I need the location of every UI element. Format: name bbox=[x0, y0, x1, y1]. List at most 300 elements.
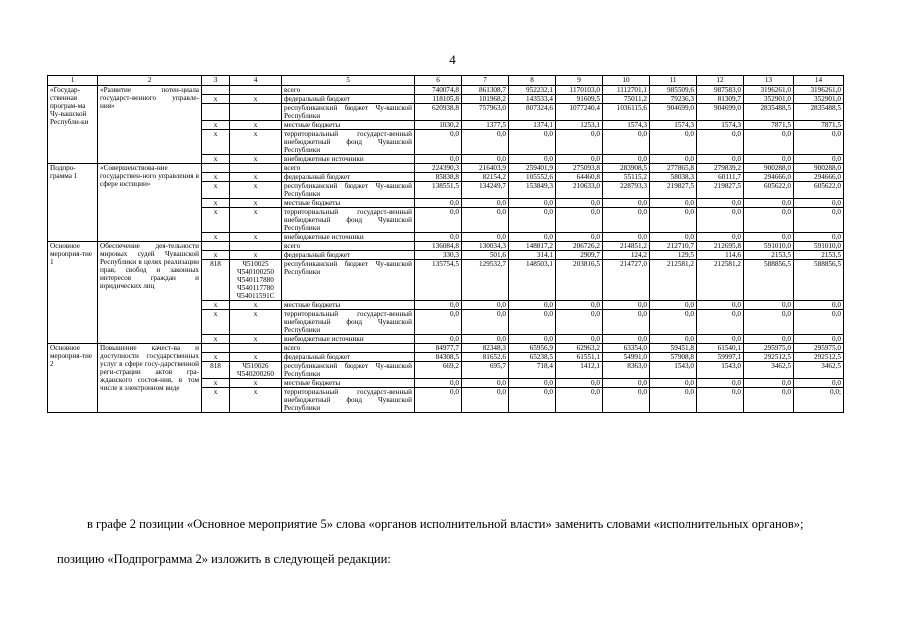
amount-cell: 212581,2 bbox=[697, 260, 744, 301]
target-article-code-cell bbox=[230, 344, 282, 353]
amount-cell: 807324,6 bbox=[509, 104, 556, 121]
amount-cell: 0,0 bbox=[462, 130, 509, 155]
program-title-cell: «Совершенствова-ние государствен-ного управления в сфере юстиции» bbox=[98, 164, 202, 242]
amount-cell: 148817,2 bbox=[509, 242, 556, 251]
amount-cell: 0,0 bbox=[415, 130, 462, 155]
amount-cell: 79236,3 bbox=[650, 95, 697, 104]
amount-cell: 0,0 bbox=[509, 155, 556, 164]
amount-cell: 216403,9 bbox=[462, 164, 509, 173]
administrator-code-cell: x bbox=[202, 251, 230, 260]
amount-cell: 0,0 bbox=[697, 388, 744, 413]
amount-cell: 295975,0 bbox=[794, 344, 844, 353]
target-article-code-cell: x bbox=[230, 388, 282, 413]
funding-source-cell: республиканский бюджет Чу-вашской Республики bbox=[282, 260, 415, 301]
column-number-header: 10 bbox=[603, 76, 650, 86]
funding-source-cell: республиканский бюджет Чу-вашской Республики bbox=[282, 182, 415, 199]
amount-cell: 0,0 bbox=[697, 301, 744, 310]
amount-cell: 283908,5 bbox=[603, 164, 650, 173]
amount-cell: 292512,5 bbox=[744, 353, 794, 362]
amount-cell: 81309,7 bbox=[697, 95, 744, 104]
amount-cell: 0,0 bbox=[603, 335, 650, 344]
amount-cell: 0,0 bbox=[744, 130, 794, 155]
amount-cell: 987583,0 bbox=[697, 86, 744, 95]
amount-cell: 0,0 bbox=[603, 233, 650, 242]
amount-cell: 228793,3 bbox=[603, 182, 650, 199]
administrator-code-cell bbox=[202, 242, 230, 251]
amount-cell: 0,0 bbox=[462, 155, 509, 164]
amount-cell: 1030,2 bbox=[415, 121, 462, 130]
amendment-paragraph-1: в графе 2 позиции «Основное мероприятие 5» слова «органов исполнительной власти» заменить словами «исполнительных органов»; bbox=[87, 517, 804, 531]
target-article-code-cell: x bbox=[230, 301, 282, 310]
table-row bbox=[48, 164, 844, 173]
amount-cell: 0,0 bbox=[744, 233, 794, 242]
amount-cell: 275093,8 bbox=[556, 164, 603, 173]
funding-source-cell: территориальный государст-венный внебюджетный фонд Чувашской Республики bbox=[282, 310, 415, 335]
amount-cell: 620938,8 bbox=[415, 104, 462, 121]
amount-cell: 0,0 bbox=[650, 379, 697, 388]
amount-cell: 0,0 bbox=[650, 310, 697, 335]
amount-cell: 0,0 bbox=[603, 130, 650, 155]
amount-cell: 0,0 bbox=[556, 155, 603, 164]
amount-cell: 259401,9 bbox=[509, 164, 556, 173]
amount-cell: 0,0 bbox=[794, 155, 844, 164]
amendment-paragraph-2: позицию «Подпрограмма 2» изложить в следующей редакции: bbox=[57, 552, 391, 566]
target-article-code-cell: x bbox=[230, 95, 282, 104]
amount-cell: 0,0 bbox=[744, 310, 794, 335]
program-title-cell: Повышение качест-ва и доступности государственных услуг в сфере госу-дарственной реги-страции актов гра-жданского состоя-ния, в том числе в электронном виде bbox=[98, 344, 202, 413]
amount-cell: 0,0 bbox=[556, 335, 603, 344]
amount-cell: 0,0 bbox=[509, 130, 556, 155]
funding-source-cell: всего bbox=[282, 242, 415, 251]
amount-cell: 54991,0 bbox=[603, 353, 650, 362]
target-article-code-cell: x bbox=[230, 310, 282, 335]
target-article-code-cell: x bbox=[230, 233, 282, 242]
amount-cell: 2835488,5 bbox=[794, 104, 844, 121]
amount-cell: 62963,2 bbox=[556, 344, 603, 353]
amount-cell: 605622,0 bbox=[744, 182, 794, 199]
column-number-header: 14 bbox=[794, 76, 844, 86]
amount-cell: 81652,6 bbox=[462, 353, 509, 362]
amount-cell: 0,0 bbox=[509, 379, 556, 388]
amount-cell: 314,1 bbox=[509, 251, 556, 260]
amount-cell: 0,0 bbox=[603, 310, 650, 335]
amount-cell: 114,6 bbox=[697, 251, 744, 260]
amount-cell: 861308,7 bbox=[462, 86, 509, 95]
administrator-code-cell bbox=[202, 164, 230, 173]
amount-cell: 82154,2 bbox=[462, 173, 509, 182]
amount-cell: 0,0 bbox=[603, 155, 650, 164]
funding-source-cell: внебюджетные источники bbox=[282, 155, 415, 164]
amount-cell: 0,0 bbox=[415, 155, 462, 164]
target-article-code-cell: x bbox=[230, 130, 282, 155]
amount-cell: 985509,6 bbox=[650, 86, 697, 95]
target-article-code-cell bbox=[230, 104, 282, 121]
administrator-code-cell bbox=[202, 86, 230, 95]
amount-cell: 0,0 bbox=[697, 379, 744, 388]
administrator-code-cell: x bbox=[202, 199, 230, 208]
funding-source-cell: республиканский бюджет Чу-вашской Республики bbox=[282, 104, 415, 121]
administrator-code-cell bbox=[202, 104, 230, 121]
amount-cell: 591010,0 bbox=[744, 242, 794, 251]
amount-cell: 0,0 bbox=[650, 155, 697, 164]
funding-source-cell: территориальный государст-венный внебюджетный фонд Чувашской Республики bbox=[282, 130, 415, 155]
amount-cell: 0,0 bbox=[603, 301, 650, 310]
target-article-code-cell: x bbox=[230, 379, 282, 388]
funding-source-cell: местные бюджеты bbox=[282, 301, 415, 310]
amount-cell: 0,0 bbox=[509, 335, 556, 344]
administrator-code-cell bbox=[202, 344, 230, 353]
amount-cell: 0,0 bbox=[509, 233, 556, 242]
amount-cell: 1574,3 bbox=[603, 121, 650, 130]
amount-cell: 0,0 bbox=[603, 208, 650, 233]
amount-cell: 84308,5 bbox=[415, 353, 462, 362]
amount-cell: 0,0 bbox=[556, 233, 603, 242]
amount-cell: 2909,7 bbox=[556, 251, 603, 260]
amount-cell: 0,0 bbox=[462, 379, 509, 388]
administrator-code-cell: x bbox=[202, 301, 230, 310]
amount-cell: 0,0 bbox=[509, 301, 556, 310]
amount-cell: 0,0 bbox=[697, 233, 744, 242]
amount-cell: 1253,1 bbox=[556, 121, 603, 130]
amount-cell: 740074,8 bbox=[415, 86, 462, 95]
column-number-header: 7 bbox=[462, 76, 509, 86]
amount-cell: 591010,0 bbox=[794, 242, 844, 251]
amount-cell: 212695,8 bbox=[697, 242, 744, 251]
amount-cell: 2153,5 bbox=[744, 251, 794, 260]
amount-cell: 0,0 bbox=[415, 379, 462, 388]
administrator-code-cell: x bbox=[202, 310, 230, 335]
budget-table bbox=[47, 75, 844, 413]
amount-cell: 0,0 bbox=[697, 199, 744, 208]
amount-cell: 75011,2 bbox=[603, 95, 650, 104]
funding-source-cell: федеральный бюджет bbox=[282, 353, 415, 362]
amount-cell: 0,0 bbox=[603, 199, 650, 208]
amount-cell: 0,0 bbox=[697, 335, 744, 344]
amount-cell: 59451,8 bbox=[650, 344, 697, 353]
funding-source-cell: внебюджетные источники bbox=[282, 335, 415, 344]
amount-cell: 0,0 bbox=[794, 199, 844, 208]
amount-cell: 0,0 bbox=[556, 310, 603, 335]
amount-cell: 134249,7 bbox=[462, 182, 509, 199]
amount-cell: 148503,1 bbox=[509, 260, 556, 301]
amount-cell: 0,0 bbox=[462, 388, 509, 413]
amount-cell: 0,0 bbox=[415, 199, 462, 208]
target-article-code-cell: x bbox=[230, 155, 282, 164]
amount-cell: 212581,2 bbox=[650, 260, 697, 301]
funding-source-cell: местные бюджеты bbox=[282, 121, 415, 130]
amount-cell: 138551,5 bbox=[415, 182, 462, 199]
amount-cell: 0,0 bbox=[509, 199, 556, 208]
funding-source-cell: федеральный бюджет bbox=[282, 173, 415, 182]
amount-cell: 65238,5 bbox=[509, 353, 556, 362]
column-number-header: 8 bbox=[509, 76, 556, 86]
administrator-code-cell: x bbox=[202, 208, 230, 233]
column-number-header: 4 bbox=[230, 76, 282, 86]
amount-cell: 0,0 bbox=[462, 301, 509, 310]
funding-source-cell: местные бюджеты bbox=[282, 199, 415, 208]
amount-cell: 0,0 bbox=[744, 335, 794, 344]
amount-cell: 210633,0 bbox=[556, 182, 603, 199]
amount-cell: 695,7 bbox=[462, 362, 509, 379]
amount-cell: 0,0 bbox=[794, 233, 844, 242]
amount-cell: 8363,0 bbox=[603, 362, 650, 379]
target-article-code-cell: Ч510025 Ч540100250 Ч540117880 Ч540117780 Ч54011591С bbox=[230, 260, 282, 301]
amount-cell: 101968,2 bbox=[462, 95, 509, 104]
amount-cell: 214727,0 bbox=[603, 260, 650, 301]
amount-cell: 203816,5 bbox=[556, 260, 603, 301]
amount-cell: 3196261,0 bbox=[744, 86, 794, 95]
amount-cell: 0,0 bbox=[697, 155, 744, 164]
amount-cell: 0,0 bbox=[603, 388, 650, 413]
amount-cell: 1377,5 bbox=[462, 121, 509, 130]
amount-cell: 669,2 bbox=[415, 362, 462, 379]
funding-source-cell: территориальный государст-венный внебюджетный фонд Чувашской Республики bbox=[282, 388, 415, 413]
amount-cell: 900288,0 bbox=[794, 164, 844, 173]
amount-cell: 718,4 bbox=[509, 362, 556, 379]
amount-cell: 59997,1 bbox=[697, 353, 744, 362]
amount-cell: 294666,0 bbox=[794, 173, 844, 182]
amount-cell: 352901,0 bbox=[744, 95, 794, 104]
administrator-code-cell: x bbox=[202, 121, 230, 130]
column-number-header: 13 bbox=[744, 76, 794, 86]
administrator-code-cell: 818 bbox=[202, 260, 230, 301]
column-number-header: 5 bbox=[282, 76, 415, 86]
amount-cell: 3462,5 bbox=[794, 362, 844, 379]
amount-cell: 7871,5 bbox=[794, 121, 844, 130]
amount-cell: 0,0 bbox=[794, 310, 844, 335]
amount-cell: 224390,3 bbox=[415, 164, 462, 173]
amount-cell: 0,0 bbox=[794, 335, 844, 344]
column-number-header: 12 bbox=[697, 76, 744, 86]
amount-cell: 0,0 bbox=[509, 208, 556, 233]
amount-cell: 63354,0 bbox=[603, 344, 650, 353]
amount-cell: 0,0 bbox=[415, 335, 462, 344]
amount-cell: 900288,0 bbox=[744, 164, 794, 173]
target-article-code-cell: Ч510026 Ч540200260 bbox=[230, 362, 282, 379]
amount-cell: 0,0 bbox=[744, 208, 794, 233]
amount-cell: 55115,2 bbox=[603, 173, 650, 182]
amount-cell: 1112701,1 bbox=[603, 86, 650, 95]
administrator-code-cell: x bbox=[202, 155, 230, 164]
amount-cell: 129,5 bbox=[650, 251, 697, 260]
funding-source-cell: федеральный бюджет bbox=[282, 251, 415, 260]
amount-cell: 0,0 bbox=[697, 208, 744, 233]
amount-cell: 1543,0 bbox=[697, 362, 744, 379]
amount-cell: 0,0 bbox=[794, 301, 844, 310]
amount-cell: 757963,0 bbox=[462, 104, 509, 121]
program-name-cell: «Государ-ственная програм-ма Чу-вашской Республи-ки bbox=[48, 86, 98, 164]
target-article-code-cell: x bbox=[230, 121, 282, 130]
amount-cell: 153849,3 bbox=[509, 182, 556, 199]
amount-cell: 352901,0 bbox=[794, 95, 844, 104]
funding-source-cell: всего bbox=[282, 164, 415, 173]
column-number-header: 3 bbox=[202, 76, 230, 86]
column-number-header: 1 bbox=[48, 76, 98, 86]
amount-cell: 904699,0 bbox=[650, 104, 697, 121]
amount-cell: 0,0 bbox=[556, 301, 603, 310]
funding-source-cell: внебюджетные источники bbox=[282, 233, 415, 242]
amount-cell: 61540,1 bbox=[697, 344, 744, 353]
amount-cell: 1412,1 bbox=[556, 362, 603, 379]
amount-cell: 295975,0 bbox=[744, 344, 794, 353]
amount-cell: 952232,1 bbox=[509, 86, 556, 95]
administrator-code-cell: 818 bbox=[202, 362, 230, 379]
amount-cell: 0,0 bbox=[697, 310, 744, 335]
amount-cell: 130034,3 bbox=[462, 242, 509, 251]
administrator-code-cell: x bbox=[202, 182, 230, 199]
amount-cell: 0,0 bbox=[744, 388, 794, 413]
amount-cell: 0,0 bbox=[650, 130, 697, 155]
funding-source-cell: республиканский бюджет Чу-вашской Республики bbox=[282, 362, 415, 379]
amount-cell: 588856,5 bbox=[744, 260, 794, 301]
amount-cell: 61551,1 bbox=[556, 353, 603, 362]
amount-cell: 91609,5 bbox=[556, 95, 603, 104]
column-number-header: 2 bbox=[98, 76, 202, 86]
amount-cell: 65956,9 bbox=[509, 344, 556, 353]
administrator-code-cell: x bbox=[202, 379, 230, 388]
amount-cell: 1574,3 bbox=[650, 121, 697, 130]
amount-cell: 0,0 bbox=[650, 388, 697, 413]
page-number: 4 bbox=[449, 52, 456, 67]
amount-cell: 0,0 bbox=[650, 199, 697, 208]
amount-cell: 0,0 bbox=[650, 301, 697, 310]
funding-source-cell: местные бюджеты bbox=[282, 379, 415, 388]
program-title-cell: «Развитие потен-циала государст-венного управле-ния» bbox=[98, 86, 202, 164]
amount-cell: 85838,8 bbox=[415, 173, 462, 182]
amount-cell: 3196261,0 bbox=[794, 86, 844, 95]
amount-cell: 0,0 bbox=[556, 388, 603, 413]
administrator-code-cell: x bbox=[202, 388, 230, 413]
amount-cell: 0,0 bbox=[794, 208, 844, 233]
amount-cell: 136084,8 bbox=[415, 242, 462, 251]
amount-cell: 1036115,6 bbox=[603, 104, 650, 121]
amount-cell: 1077240,4 bbox=[556, 104, 603, 121]
amount-cell: 0,0 bbox=[415, 208, 462, 233]
amount-cell: 0,0 bbox=[462, 233, 509, 242]
amount-cell: 135754,5 bbox=[415, 260, 462, 301]
program-name-cell: Основное мероприя-тие 2 bbox=[48, 344, 98, 413]
amount-cell: 330,3 bbox=[415, 251, 462, 260]
amount-cell: 129532,7 bbox=[462, 260, 509, 301]
amount-cell: 0,0 bbox=[415, 388, 462, 413]
amount-cell: 1170103,0 bbox=[556, 86, 603, 95]
amount-cell: 0,0 bbox=[556, 130, 603, 155]
administrator-code-cell: x bbox=[202, 335, 230, 344]
amount-cell: 501,6 bbox=[462, 251, 509, 260]
table-header-row bbox=[48, 76, 844, 86]
administrator-code-cell: x bbox=[202, 95, 230, 104]
target-article-code-cell: x bbox=[230, 199, 282, 208]
amount-cell: 0,0 bbox=[462, 335, 509, 344]
target-article-code-cell: x bbox=[230, 251, 282, 260]
amount-cell: 0,0 bbox=[744, 155, 794, 164]
amount-cell: 0,0 bbox=[415, 301, 462, 310]
target-article-code-cell bbox=[230, 164, 282, 173]
amount-cell: 0,0 bbox=[462, 199, 509, 208]
amount-cell: 0,0 bbox=[744, 379, 794, 388]
amount-cell: 0,0 bbox=[650, 233, 697, 242]
column-number-header: 11 bbox=[650, 76, 697, 86]
amount-cell: 0,0 bbox=[509, 388, 556, 413]
administrator-code-cell: x bbox=[202, 130, 230, 155]
target-article-code-cell bbox=[230, 242, 282, 251]
amount-cell: 588856,5 bbox=[794, 260, 844, 301]
amount-cell: 1374,1 bbox=[509, 121, 556, 130]
program-title-cell: Обеспечение дея-тельности мировых судей Чувашской Республики в целях реализации прав, свобод и законных интересов граждан и юридических лиц bbox=[98, 242, 202, 344]
amount-cell: 206726,2 bbox=[556, 242, 603, 251]
amount-cell: 143533,4 bbox=[509, 95, 556, 104]
funding-source-cell: территориальный государст-венный внебюджетный фонд Чувашской Республики bbox=[282, 208, 415, 233]
amount-cell: 0,0 bbox=[650, 208, 697, 233]
administrator-code-cell: x bbox=[202, 233, 230, 242]
amount-cell: 2153,5 bbox=[794, 251, 844, 260]
amount-cell: 605622,0 bbox=[794, 182, 844, 199]
table-row bbox=[48, 344, 844, 353]
amount-cell: 212710,7 bbox=[650, 242, 697, 251]
amount-cell: 0,0; bbox=[794, 388, 844, 413]
amount-cell: 0,0 bbox=[744, 199, 794, 208]
amount-cell: 1543,0 bbox=[650, 362, 697, 379]
amount-cell: 3462,5 bbox=[744, 362, 794, 379]
target-article-code-cell: x bbox=[230, 335, 282, 344]
amount-cell: 219827,5 bbox=[650, 182, 697, 199]
column-number-header: 6 bbox=[415, 76, 462, 86]
amount-cell: 0,0 bbox=[697, 130, 744, 155]
funding-source-cell: всего bbox=[282, 86, 415, 95]
amount-cell: 214851,2 bbox=[603, 242, 650, 251]
column-number-header: 9 bbox=[556, 76, 603, 86]
program-name-cell: Подпро-грамма 1 bbox=[48, 164, 98, 242]
target-article-code-cell bbox=[230, 86, 282, 95]
amount-cell: 0,0 bbox=[415, 310, 462, 335]
amount-cell: 0,0 bbox=[556, 199, 603, 208]
amount-cell: 0,0 bbox=[794, 379, 844, 388]
amount-cell: 277865,8 bbox=[650, 164, 697, 173]
amount-cell: 7871,5 bbox=[744, 121, 794, 130]
funding-source-cell: всего bbox=[282, 344, 415, 353]
amount-cell: 124,2 bbox=[603, 251, 650, 260]
amount-cell: 60111,7 bbox=[697, 173, 744, 182]
amount-cell: 292512,5 bbox=[794, 353, 844, 362]
amount-cell: 84977,7 bbox=[415, 344, 462, 353]
amount-cell: 1574,3 bbox=[697, 121, 744, 130]
amount-cell: 294666,0 bbox=[744, 173, 794, 182]
amount-cell: 58038,3 bbox=[650, 173, 697, 182]
amount-cell: 2835488,5 bbox=[744, 104, 794, 121]
amount-cell: 0,0 bbox=[462, 208, 509, 233]
target-article-code-cell: x bbox=[230, 173, 282, 182]
administrator-code-cell: x bbox=[202, 173, 230, 182]
target-article-code-cell: x bbox=[230, 208, 282, 233]
amount-cell: 0,0 bbox=[603, 379, 650, 388]
amount-cell: 279839,2 bbox=[697, 164, 744, 173]
target-article-code-cell: x bbox=[230, 182, 282, 199]
amount-cell: 57908,8 bbox=[650, 353, 697, 362]
amount-cell: 0,0 bbox=[650, 335, 697, 344]
amount-cell: 0,0 bbox=[794, 130, 844, 155]
table-row bbox=[48, 86, 844, 95]
amount-cell: 0,0 bbox=[415, 233, 462, 242]
amount-cell: 0,0 bbox=[509, 310, 556, 335]
amount-cell: 0,0 bbox=[744, 301, 794, 310]
amount-cell: 64460,8 bbox=[556, 173, 603, 182]
target-article-code-cell: x bbox=[230, 353, 282, 362]
amount-cell: 219827,5 bbox=[697, 182, 744, 199]
amount-cell: 82348,3 bbox=[462, 344, 509, 353]
amount-cell: 0,0 bbox=[462, 310, 509, 335]
amount-cell: 0,0 bbox=[556, 208, 603, 233]
amount-cell: 0,0 bbox=[556, 379, 603, 388]
